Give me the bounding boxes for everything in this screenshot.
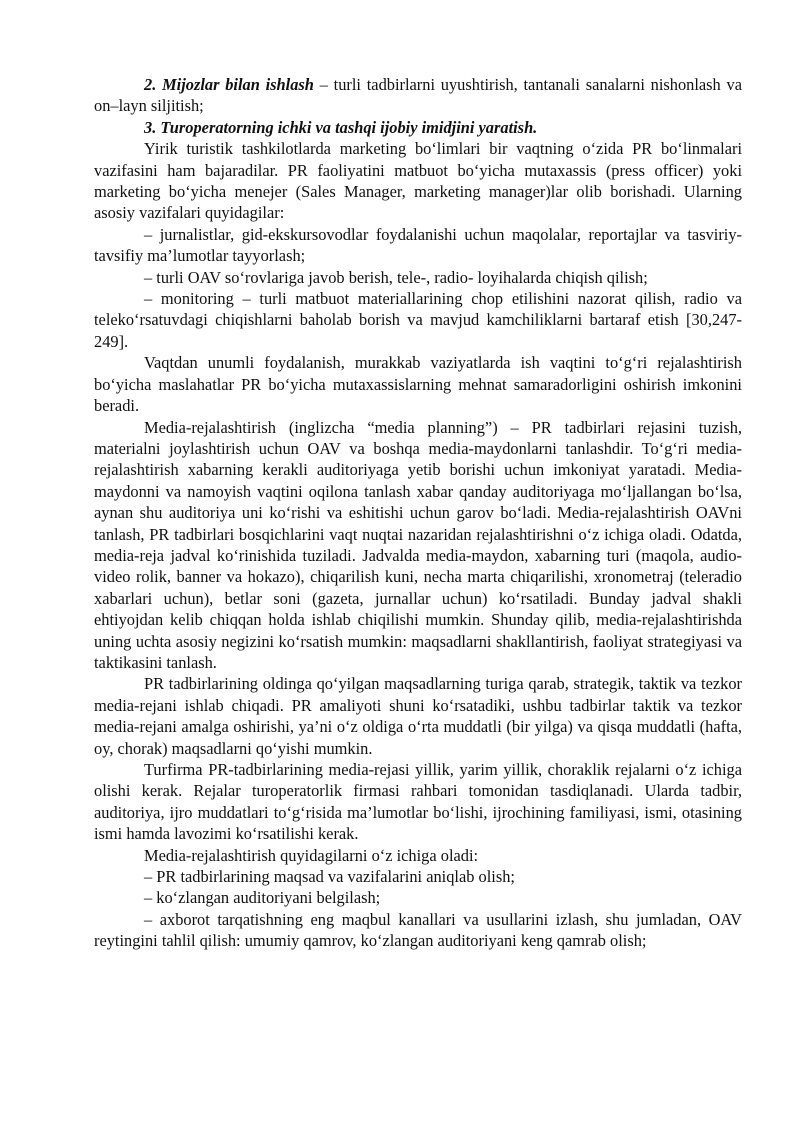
clients-heading: Mijozlar bilan ishlash [162, 75, 314, 94]
clients-text: – turli tadbirlarni uyushtirish, tantanali sanalarni nishonlash va on–layn siljitish; [94, 75, 742, 116]
list-item-goals: – PR tadbirlarining maqsad va vazifalarini aniqlab olish; [144, 867, 515, 887]
paragraph-clients [94, 74, 742, 117]
paragraph-image-heading: 3. Turoperatorning ichki va tashqi ijobiy imidjini yaratish. [144, 117, 538, 137]
list-item-media-requests: – turli OAV so‘rovlariga javob berish, tele-, radio- loyihalarda chiqish qilish; [144, 267, 648, 287]
paragraph-firm-media-plan: Turfirma PR-tadbirlarining media-rejasi yillik, yarim yillik, choraklik rejalarni o‘z ichiga olishi kerak. Rejalar turoperatorlik firmasi rahbari tomonidan tasdiqlanadi. Ularda tadbir, auditoriya, ijro muddatlari to‘g‘risida ma’lumotlar bo‘lishi, ijrochining familiyasi, ismi, otasining ismi hamda lavozimi ko‘rsatilishi kerak. [94, 760, 742, 844]
paragraph-media-planning-includes: Media-rejalashtirish quyidagilarni o‘z ichiga oladi: [144, 845, 479, 865]
paragraph-pr-goals: PR tadbirlarining oldinga qo‘yilgan maqsadlarning turiga qarab, strategik, taktik va tezkor media-rejani ishlab chiqadi. PR amaliyoti shuni ko‘rsatadiki, ushbu tadbirlar taktik va tezkor media-rejani amalga oshirishi, ya’ni o‘z oldiga o‘rta muddatli (bir yilga) va qisqa muddatli (hafta, oy, chorak) maqsadlarni qo‘yishi mumkin. [94, 674, 742, 758]
paragraph-media-planning: Media-rejalashtirish (inglizcha “media planning”) – PR tadbirlari rejasini tuzish, materialni joylashtirish uchun OAV va boshqa media-maydonlarni tanlashdir. To‘g‘ri media-rejalashtirish xabarning kerakli auditoriyaga yetib borishi uchun imkoniyat yaratadi. Media-maydonni va namoyish vaqtini oqilona tanlash xabar qanday auditoriyaga mo‘ljallangan bo‘lsa, aynan shu auditoriya uni ko‘rishi va eshitishi uchun garov bo‘ladi. Media-rejalashtirish OAVni tanlash, PR tadbirlari bosqichlarini vaqt nuqtai nazaridan rejalashtirishni o‘z ichiga oladi. Odatda, media-reja jadval ko‘rinishida tuziladi. Jadvalda media-maydon, xabarning turi (maqola, audio-video rolik, banner va hokazo), chiqarilish kuni, necha marta chiqarilishi, xronometraj (teleradio xabarlari uchun), betlar soni (gazeta, jurnallar uchun) ko‘rsatiladi. Bunday jadval shakli ehtiyojdan kelib chiqqan holda ishlab chiqilishi mumkin. Shunday qilib, media-rejalashtirishda uning uchta asosiy negizini ko‘rsatish mumkin: maqsadlarni shakllantirish, faoliyat strategiyasi va taktikasini tanlash. [94, 417, 742, 672]
list-item-monitoring: – monitoring – turli matbuot materiallarining chop etilishini nazorat qilish, radio va teleko‘rsatuvdagi chiqishlarni baholab borish va mavjud kamchiliklarni bartaraf etish [30,247-249]. [94, 289, 742, 351]
paragraph-marketing-departments: Yirik turistik tashkilotlarda marketing bo‘limlari bir vaqtning o‘zida PR bo‘linmalari vazifasini ham bajaradilar. PR faoliyatini matbuot bo‘yicha mutaxassis (press officer) yoki marketing bo‘yicha menejer (Sales Manager, marketing manager)lar olib borishadi. Ularning asosiy vazifalari quyidagilar: [94, 139, 742, 223]
paragraph-time-management: Vaqtdan unumli foydalanish, murakkab vaziyatlarda ish vaqtini to‘g‘ri rejalashtirish bo‘yicha maslahatlar PR bo‘yicha mutaxassislarning mehnat samaradorligini oshirish imkonini beradi. [94, 353, 742, 416]
list-item-audience: – ko‘zlangan auditoriyani belgilash; [144, 888, 381, 908]
list-item-channels: – axborot tarqatishning eng maqbul kanallari va usullarini izlash, shu jumladan, OAV reytingini tahlil qilish: umumiy qamrov, ko‘zlangan auditoriyani keng qamrab olish; [94, 909, 742, 951]
document-page [94, 74, 742, 952]
clients-number: 2. [144, 75, 157, 94]
list-item-journalists: – jurnalistlar, gid-ekskursovodlar foydalanishi uchun maqolalar, reportajlar va tasviriy-tavsifiy ma’lumotlar tayyorlash; [94, 224, 742, 266]
